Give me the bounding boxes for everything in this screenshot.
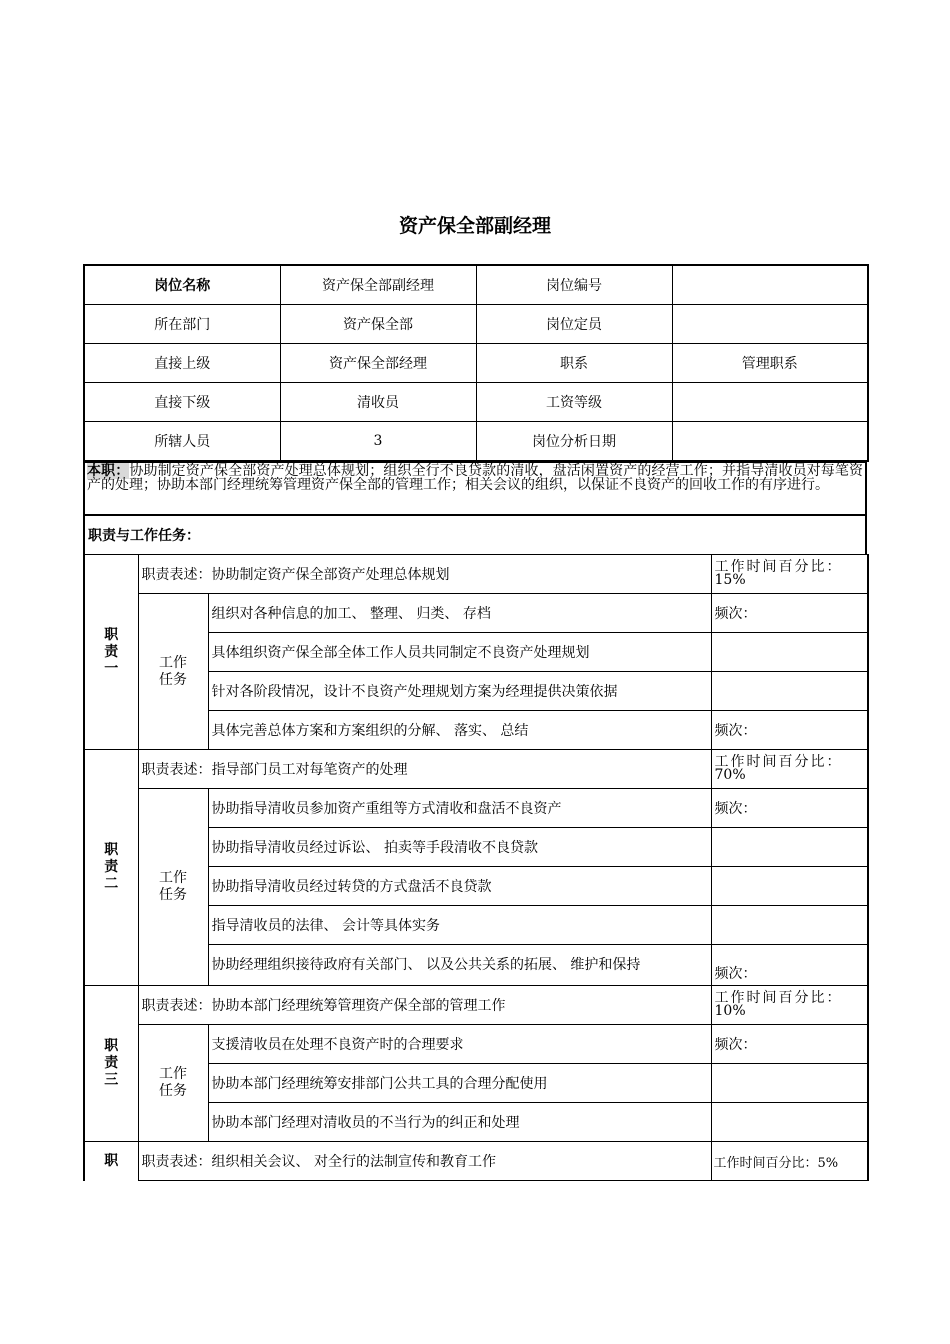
table-row bbox=[84, 422, 868, 462]
duty-3-task-2: 协助本部门经理统筹安排部门公共工具的合理分配使用 bbox=[208, 1064, 711, 1103]
table-row bbox=[84, 555, 868, 594]
duties-table bbox=[83, 554, 869, 1181]
label-department: 所在部门 bbox=[84, 305, 280, 344]
label-headcount: 岗位定员 bbox=[476, 305, 672, 344]
duty-1-task-1-freq: 频次： bbox=[711, 594, 868, 633]
duty-1-task-3-freq bbox=[711, 672, 868, 711]
duty-2-name: 职责二 bbox=[84, 750, 138, 986]
duty-3-percent: 工作时间百分比： 10% bbox=[711, 986, 868, 1025]
table-row bbox=[84, 750, 868, 789]
duty-3-task-1-freq: 频次： bbox=[711, 1025, 868, 1064]
value-staff-count: 3 bbox=[280, 422, 476, 462]
duty-1-statement: 职责表述：协助制定资产保全部资产处理总体规划 bbox=[138, 555, 711, 594]
duty-1-work-task-label: 工作任务 bbox=[138, 594, 208, 750]
duty-2-task-3: 协助指导清收员经过转贷的方式盘活不良贷款 bbox=[208, 867, 711, 906]
value-direct-subordinate: 清收员 bbox=[280, 383, 476, 422]
duty-2-task-5: 协助经理组织接待政府有关部门、 以及公共关系的拓展、 维护和保持 bbox=[208, 945, 711, 986]
duty-2-task-3-freq bbox=[711, 867, 868, 906]
table-row bbox=[84, 383, 868, 422]
label-job-family: 职系 bbox=[476, 344, 672, 383]
summary-text: 协助制定资产保全部资产处理总体规划；组织全行不良贷款的清收，盘活闲置资产的经营工作；并指导清收员对每笔资产的处理；协助本部门经理统筹管理资产保全部的管理工作；相关会议的组织，以保证不良资产的回收工作的有序进行。 bbox=[87, 463, 864, 493]
label-position-code: 岗位编号 bbox=[476, 265, 672, 305]
label-staff-count: 所辖人员 bbox=[84, 422, 280, 462]
value-position-code bbox=[672, 265, 868, 305]
duty-1-task-2-freq bbox=[711, 633, 868, 672]
label-direct-superior: 直接上级 bbox=[84, 344, 280, 383]
duty-1-percent: 工作时间百分比： 15% bbox=[711, 555, 868, 594]
value-direct-superior: 资产保全部经理 bbox=[280, 344, 476, 383]
value-position-name: 资产保全部副经理 bbox=[280, 265, 476, 305]
label-direct-subordinate: 直接下级 bbox=[84, 383, 280, 422]
duty-1-task-1: 组织对各种信息的加工、 整理、 归类、 存档 bbox=[208, 594, 711, 633]
duty-4-name: 职 bbox=[84, 1142, 138, 1181]
duty-2-task-1-freq: 频次： bbox=[711, 789, 868, 828]
duty-2-work-task-label: 工作任务 bbox=[138, 789, 208, 986]
duty-3-task-1: 支援清收员在处理不良资产时的合理要求 bbox=[208, 1025, 711, 1064]
table-row bbox=[84, 1142, 868, 1181]
job-summary bbox=[83, 462, 867, 515]
value-headcount bbox=[672, 305, 868, 344]
duty-2-task-4-freq bbox=[711, 906, 868, 945]
duty-4-percent: 工作时间百分比：5% bbox=[711, 1142, 868, 1181]
duty-3-work-task-label: 工作任务 bbox=[138, 1025, 208, 1142]
table-row bbox=[84, 594, 868, 633]
duty-3-task-2-freq bbox=[711, 1064, 868, 1103]
label-position-name: 岗位名称 bbox=[84, 265, 280, 305]
duty-3-statement: 职责表述：协助本部门经理统筹管理资产保全部的管理工作 bbox=[138, 986, 711, 1025]
duty-2-percent: 工作时间百分比： 70% bbox=[711, 750, 868, 789]
duty-2-task-2: 协助指导清收员经过诉讼、 拍卖等手段清收不良贷款 bbox=[208, 828, 711, 867]
table-row bbox=[84, 344, 868, 383]
duty-3-task-3-freq bbox=[711, 1103, 868, 1142]
value-department: 资产保全部 bbox=[280, 305, 476, 344]
duty-3-name: 职责三 bbox=[84, 986, 138, 1142]
duty-2-task-4: 指导清收员的法律、 会计等具体实务 bbox=[208, 906, 711, 945]
table-row bbox=[84, 1025, 868, 1064]
duty-1-task-4: 具体完善总体方案和方案组织的分解、 落实、 总结 bbox=[208, 711, 711, 750]
duty-1-task-3: 针对各阶段情况，设计不良资产处理规划方案为经理提供决策依据 bbox=[208, 672, 711, 711]
duty-1-task-2: 具体组织资产保全部全体工作人员共同制定不良资产处理规划 bbox=[208, 633, 711, 672]
duty-2-task-5-freq: 频次： bbox=[711, 945, 868, 986]
duty-2-task-2-freq bbox=[711, 828, 868, 867]
duty-1-task-4-freq: 频次： bbox=[711, 711, 868, 750]
page-title: 资产保全部副经理 bbox=[398, 215, 551, 237]
duty-2-task-1: 协助指导清收员参加资产重组等方式清收和盘活不良资产 bbox=[208, 789, 711, 828]
duty-2-statement: 职责表述：指导部门员工对每笔资产的处理 bbox=[138, 750, 711, 789]
table-row bbox=[84, 789, 868, 828]
duty-3-task-3: 协助本部门经理对清收员的不当行为的纠正和处理 bbox=[208, 1103, 711, 1142]
label-salary-grade: 工资等级 bbox=[476, 383, 672, 422]
table-row bbox=[84, 265, 868, 305]
label-analysis-date: 岗位分析日期 bbox=[476, 422, 672, 462]
duty-1-name: 职责一 bbox=[84, 555, 138, 750]
table-row bbox=[84, 986, 868, 1025]
table-row bbox=[84, 305, 868, 344]
summary-label: 本职： bbox=[87, 463, 130, 479]
duty-4-statement: 职责表述：组织相关会议、 对全行的法制宣传和教育工作 bbox=[138, 1142, 711, 1181]
value-salary-grade bbox=[672, 383, 868, 422]
value-job-family: 管理职系 bbox=[672, 344, 868, 383]
duties-header: 职责与工作任务： bbox=[83, 515, 867, 555]
value-analysis-date bbox=[672, 422, 868, 462]
position-info-table bbox=[83, 264, 869, 462]
